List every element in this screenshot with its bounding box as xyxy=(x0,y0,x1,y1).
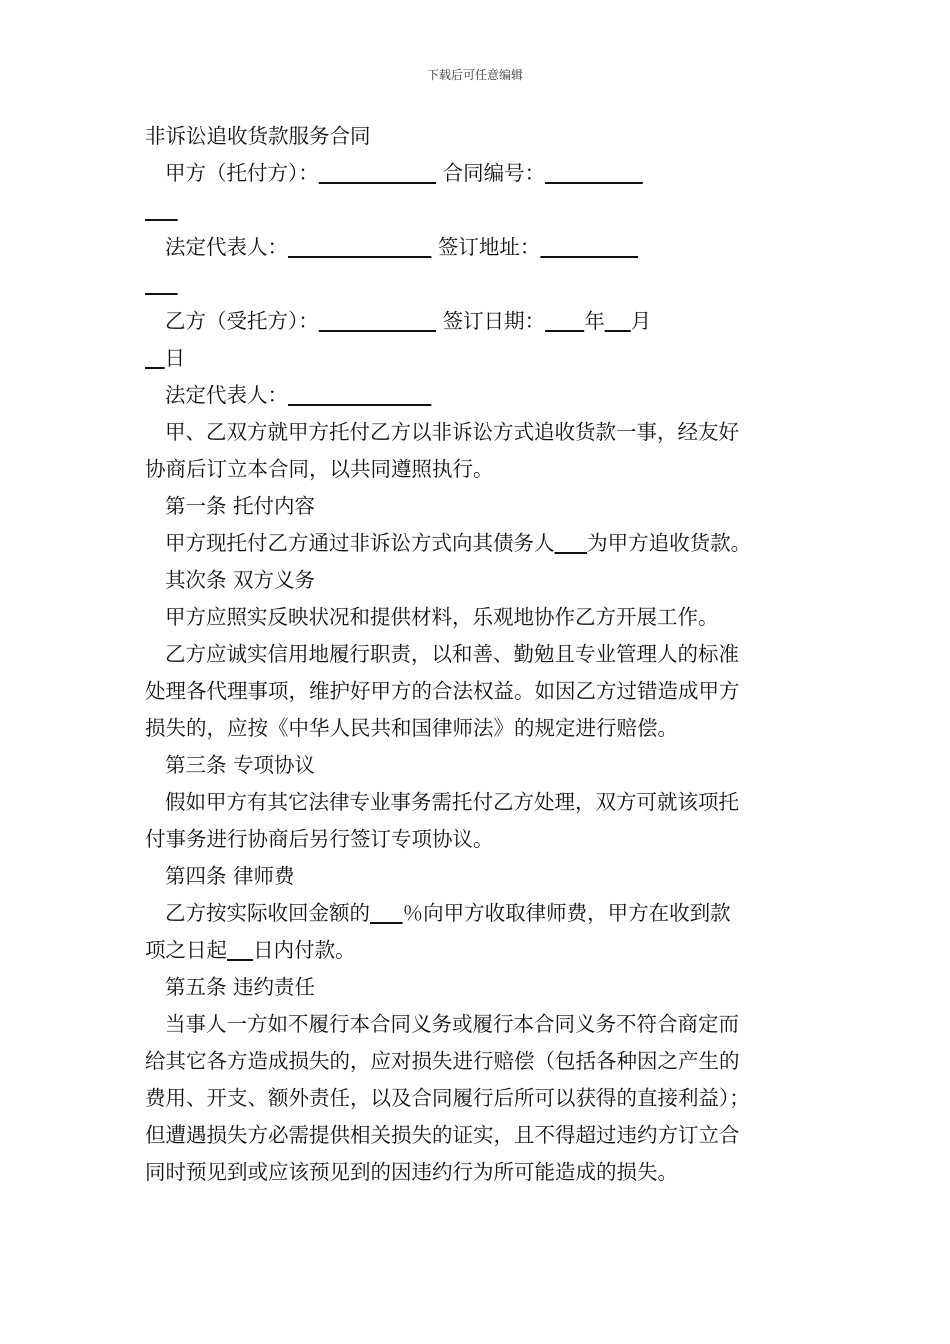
text-line xyxy=(145,599,810,636)
fill-in-blank xyxy=(227,938,253,962)
text-line xyxy=(145,1117,810,1154)
fill-in-blank xyxy=(319,309,436,333)
line-text: 签订地址： xyxy=(431,235,541,259)
text-line xyxy=(145,673,810,710)
fill-in-blank xyxy=(145,346,165,370)
line-text: 为甲方追收货款。 xyxy=(587,531,752,555)
fill-in-blank xyxy=(540,235,638,259)
text-line xyxy=(145,969,810,1006)
line-text: 法定代表人： xyxy=(165,383,288,407)
text-line xyxy=(145,747,810,784)
line-text: 损失的，应按《中华人民共和国律师法》的规定进行赔偿。 xyxy=(145,716,678,740)
line-text: 甲方应照实反映状况和提供材料，乐观地协作乙方开展工作。 xyxy=(165,605,719,629)
fill-in-blank xyxy=(145,272,178,296)
line-text: 处理各代理事项，维护好甲方的合法权益。如因乙方过错造成甲方 xyxy=(145,679,740,703)
fill-in-blank xyxy=(288,235,431,259)
line-text: 协商后订立本合同，以共同遵照执行。 xyxy=(145,457,494,481)
text-line xyxy=(145,895,810,932)
line-text: 第三条 专项协议 xyxy=(165,753,316,777)
fill-in-blank xyxy=(288,383,431,407)
line-text: 年 xyxy=(584,309,605,333)
text-line xyxy=(145,451,810,488)
line-text: 当事人一方如不履行本合同义务或履行本合同义务不符合商定而 xyxy=(165,1012,739,1036)
line-text: 但遭遇损失方必需提供相关损失的证实，且不得超过违约方订立合 xyxy=(145,1123,740,1147)
text-line xyxy=(145,784,810,821)
text-line xyxy=(145,266,810,303)
line-text: 第四条 律师费 xyxy=(165,864,295,888)
text-line xyxy=(145,821,810,858)
text-line xyxy=(145,1006,810,1043)
line-text: 非诉讼追收货款服务合同 xyxy=(145,124,371,148)
line-text: 月 xyxy=(630,309,652,333)
line-text: 日 xyxy=(164,346,186,370)
line-text: 第一条 托付内容 xyxy=(165,494,316,518)
text-line xyxy=(145,488,810,525)
text-line xyxy=(145,1154,810,1191)
fill-in-blank xyxy=(545,161,643,185)
text-line xyxy=(145,636,810,673)
fill-in-blank xyxy=(545,309,584,333)
line-text: 同时预见到或应该预见到的因违约行为所可能造成的损失。 xyxy=(145,1160,678,1184)
line-text: 日内付款。 xyxy=(253,938,356,962)
text-line xyxy=(145,155,810,192)
line-text: 乙方应诚实信用地履行职责，以和善、勤勉且专业管理人的标准 xyxy=(165,642,739,666)
text-line xyxy=(145,229,810,266)
fill-in-blank xyxy=(555,531,588,555)
line-text: 甲方（托付方）： xyxy=(165,161,319,185)
line-text: 假如甲方有其它法律专业事务需托付乙方处理，双方可就该项托 xyxy=(165,790,739,814)
text-line xyxy=(145,525,810,562)
text-line xyxy=(145,1043,810,1080)
line-text: ％向甲方收取律师费，甲方在收到款 xyxy=(402,901,731,925)
line-text: 费用、开支、额外责任，以及合同履行后所可以获得的直接利益）； xyxy=(145,1086,750,1110)
fill-in-blank xyxy=(370,901,403,925)
text-line xyxy=(145,710,810,747)
line-text: 项之日起 xyxy=(145,938,227,962)
text-line xyxy=(145,192,810,229)
line-text: 乙方按实际收回金额的 xyxy=(165,901,370,925)
contract-body xyxy=(145,118,810,1191)
line-text: 甲、乙双方就甲方托付乙方以非诉讼方式追收货款一事，经友好 xyxy=(165,420,739,444)
line-text: 其次条 双方义务 xyxy=(165,568,316,592)
line-text: 法定代表人： xyxy=(165,235,288,259)
text-line xyxy=(145,858,810,895)
text-line xyxy=(145,932,810,969)
text-line xyxy=(145,1080,810,1117)
line-text: 合同编号： xyxy=(436,161,546,185)
text-line xyxy=(145,414,810,451)
text-line xyxy=(145,562,810,599)
text-line xyxy=(145,340,810,377)
fill-in-blank xyxy=(145,198,178,222)
text-line xyxy=(145,377,810,414)
line-text: 甲方现托付乙方通过非诉讼方式向其债务人 xyxy=(165,531,555,555)
line-text: 签订日期： xyxy=(436,309,546,333)
line-text: 第五条 违约责任 xyxy=(165,975,316,999)
text-line xyxy=(145,118,810,155)
line-text: 付事务进行协商后另行签订专项协议。 xyxy=(145,827,494,851)
fill-in-blank xyxy=(319,161,436,185)
page-header: 下载后可任意编辑 xyxy=(426,68,523,82)
fill-in-blank xyxy=(605,309,631,333)
text-line xyxy=(145,303,810,340)
line-text: 给其它各方造成损失的，应对损失进行赔偿（包括各种因之产生的 xyxy=(145,1049,740,1073)
line-text: 乙方（受托方）： xyxy=(165,309,319,333)
